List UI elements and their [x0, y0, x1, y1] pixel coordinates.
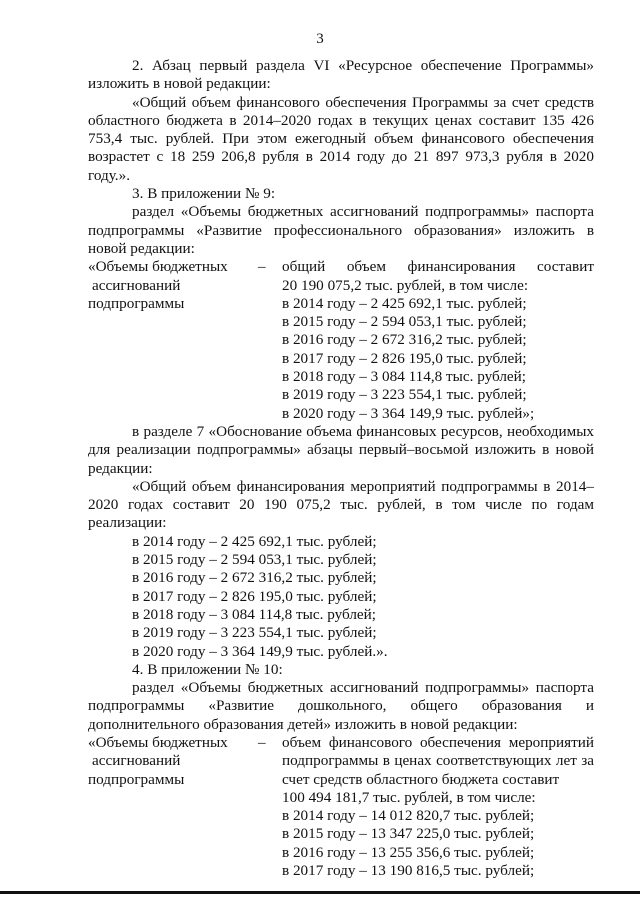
label-line: подпрограммы [88, 294, 185, 312]
item-3-year-list [88, 533, 594, 661]
label-line: «Объемы бюджетных [88, 258, 228, 276]
year-line: в 2020 году – 3 364 149,9 тыс. рублей.». [132, 642, 388, 660]
year-line: в 2014 году – 2 425 692,1 тыс. рублей; [132, 532, 377, 550]
year-line: в 2016 году – 2 672 316,2 тыс. рублей; [132, 569, 377, 587]
item-4-intro: раздел «Объемы бюджетных ассигнований подпрограммы» паспорта подпрограммы «Развитие дошкольного, общего образования и дополнительного образования детей» изложить в новой редакции: [88, 679, 594, 733]
label-line: ассигнований [92, 752, 181, 770]
item-3-heading: 3. В приложении № 9: [132, 185, 276, 203]
budget-table-label [88, 258, 258, 423]
year-line: в 2017 году – 2 826 195,0 тыс. рублей; [132, 587, 377, 605]
item-4-budget-table [88, 734, 594, 880]
item-4-heading: 4. В приложении № 10: [132, 660, 283, 678]
budget-table-dash: – [258, 258, 266, 276]
budget-table-dash: – [258, 733, 266, 751]
item-3-section7: в разделе 7 «Обоснование объема финансовых ресурсов, необходимых для реализации подпрограммы» абзацы первый–восьмой изложить в новой редакции: [88, 422, 594, 477]
budget-total-text: объем финансового обеспечения мероприятий подпрограммы в ценах соответствующих лет за счет средств областного бюджета составит [282, 733, 594, 788]
budget-line: в 2017 году – 2 826 195,0 тыс. рублей; [282, 349, 527, 367]
budget-line: в 2019 году – 3 223 554,1 тыс. рублей; [282, 386, 527, 404]
budget-table-values [282, 258, 594, 423]
year-line: в 2019 году – 3 223 554,1 тыс. рублей; [132, 624, 377, 642]
item-2-quote: «Общий объем финансового обеспечения Программы за счет средств областного бюджета в 2014–2020 годах в текущих ценах составит 135 426 753,4 тыс. рублей. При этом ежегодный объем финансового обеспечения возрастет с 18 259 206,8 рубля в 2014 году до 21 897 973,3 рубля в 2020 году.». [88, 93, 594, 184]
budget-line: в 2014 году – 2 425 692,1 тыс. рублей; [282, 294, 527, 312]
document-body [88, 57, 594, 880]
page-number: 3 [316, 31, 324, 47]
year-line: в 2015 году – 2 594 053,1 тыс. рублей; [132, 551, 377, 569]
label-line: подпрограммы [88, 770, 185, 788]
budget-table-label [88, 734, 258, 880]
budget-line: 20 190 075,2 тыс. рублей, в том числе: [282, 276, 529, 294]
budget-line: 100 494 181,7 тыс. рублей, в том числе: [282, 788, 536, 806]
budget-line: в 2018 году – 3 084 114,8 тыс. рублей; [282, 368, 527, 386]
budget-line: в 2016 году – 13 255 356,6 тыс. рублей; [282, 843, 535, 861]
bottom-rule [0, 891, 640, 894]
budget-line: в 2016 году – 2 672 316,2 тыс. рублей; [282, 331, 527, 349]
budget-line: в 2015 году – 2 594 053,1 тыс. рублей; [282, 313, 527, 331]
label-line: «Объемы бюджетных [88, 733, 228, 751]
item-2-intro: 2. Абзац первый раздела VI «Ресурсное обеспечение Программы» изложить в новой редакции: [88, 57, 594, 93]
budget-line: в 2020 году – 3 364 149,9 тыс. рублей»; [282, 404, 535, 422]
year-line: в 2018 году – 3 084 114,8 тыс. рублей; [132, 605, 377, 623]
budget-line: в 2014 году – 14 012 820,7 тыс. рублей; [282, 807, 535, 825]
item-3-quote: «Общий объем финансирования мероприятий подпрограммы в 2014–2020 годах составит 20 190 075,2 тыс. рублей, в том числе по годам реализации: [88, 477, 594, 532]
item-3-budget-table [88, 258, 594, 423]
label-line: ассигнований [92, 276, 181, 294]
budget-table-values [282, 734, 594, 880]
item-3-intro: раздел «Объемы бюджетных ассигнований подпрограммы» паспорта подпрограммы «Развитие профессионального образования» изложить в новой редакции: [88, 203, 594, 257]
budget-line: в 2017 году – 13 190 816,5 тыс. рублей; [282, 862, 535, 880]
budget-total-text: общий объем финансирования составит [282, 258, 594, 276]
budget-line: в 2015 году – 13 347 225,0 тыс. рублей; [282, 825, 535, 843]
